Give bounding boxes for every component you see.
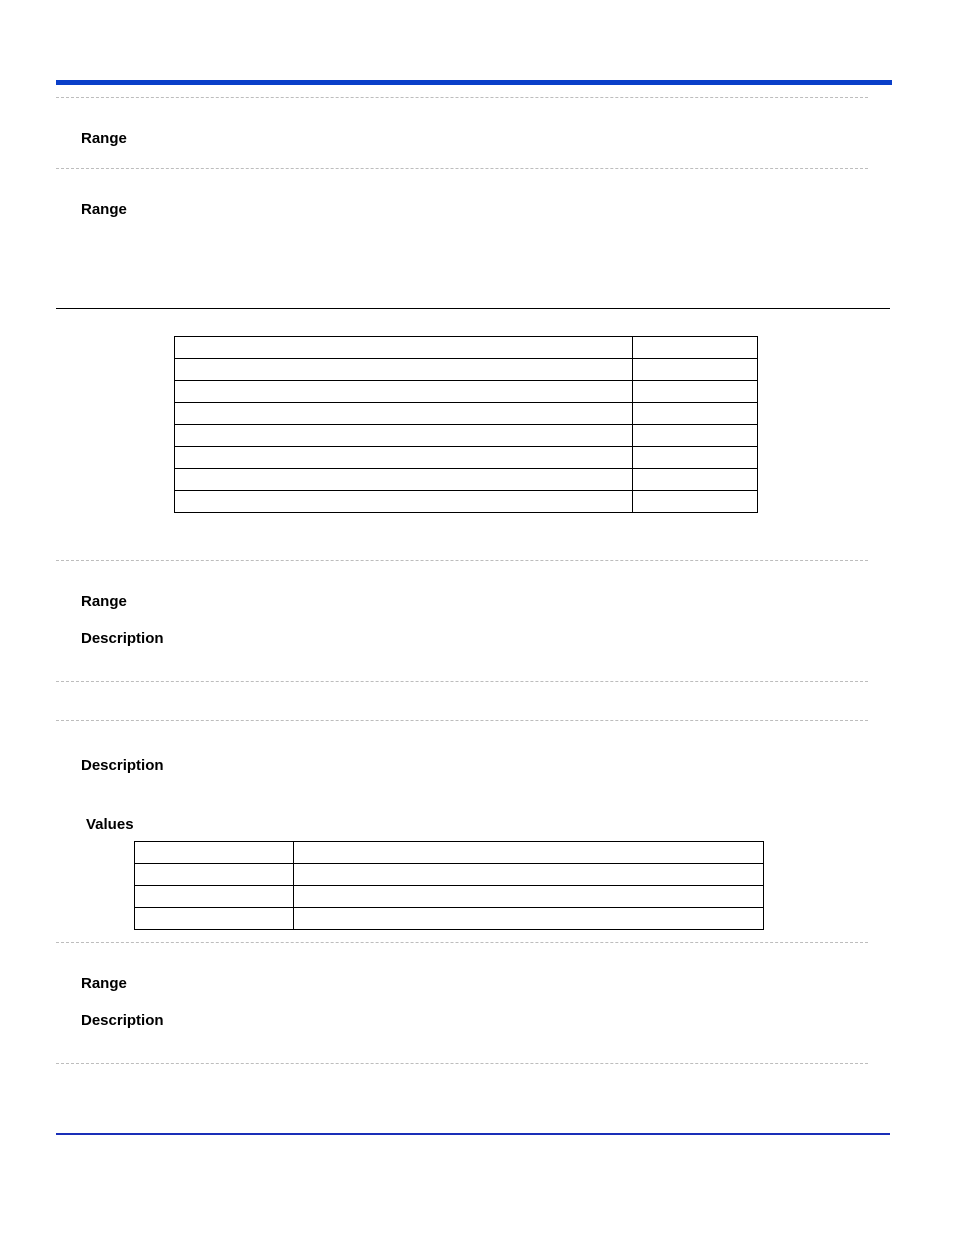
description-label: Description [81,630,164,647]
table-cell [175,337,633,359]
table-cell [294,908,764,930]
table-cell [175,469,633,491]
table-cell [135,908,294,930]
section-divider [56,97,868,98]
table-row [175,425,758,447]
table-cell [633,491,758,513]
description-label: Description [81,757,164,774]
range-label: Range [81,130,127,147]
table-row [135,842,764,864]
table-cell [633,425,758,447]
table-row [135,864,764,886]
table-cell [175,425,633,447]
table-row [175,337,758,359]
table-row [175,403,758,425]
footer-rule [56,1133,890,1135]
table-cell [175,359,633,381]
table-row [135,908,764,930]
table-cell [633,381,758,403]
table-cell [175,491,633,513]
table-cell [633,447,758,469]
header-rule [56,80,892,85]
table-cell [175,381,633,403]
table-cell [175,447,633,469]
table-cell [135,886,294,908]
section-rule [56,308,890,309]
range-label: Range [81,593,127,610]
table-row [175,359,758,381]
table-cell [633,469,758,491]
values-label: Values [86,816,134,833]
table-cell [633,403,758,425]
table-cell [633,359,758,381]
section-divider [56,560,868,561]
description-label: Description [81,1012,164,1029]
table-row [175,381,758,403]
section-divider [56,720,868,721]
table-cell [633,337,758,359]
table-cell [135,864,294,886]
table-cell [135,842,294,864]
range-label: Range [81,201,127,218]
table-row [175,491,758,513]
table-row [175,469,758,491]
table-row [175,447,758,469]
range-label: Range [81,975,127,992]
table-row [135,886,764,908]
table-cell [175,403,633,425]
values-table [134,841,764,930]
parameter-table [174,336,758,513]
section-divider [56,681,868,682]
table-cell [294,842,764,864]
table-cell [294,886,764,908]
section-divider [56,942,868,943]
section-divider [56,168,868,169]
table-cell [294,864,764,886]
section-divider [56,1063,868,1064]
